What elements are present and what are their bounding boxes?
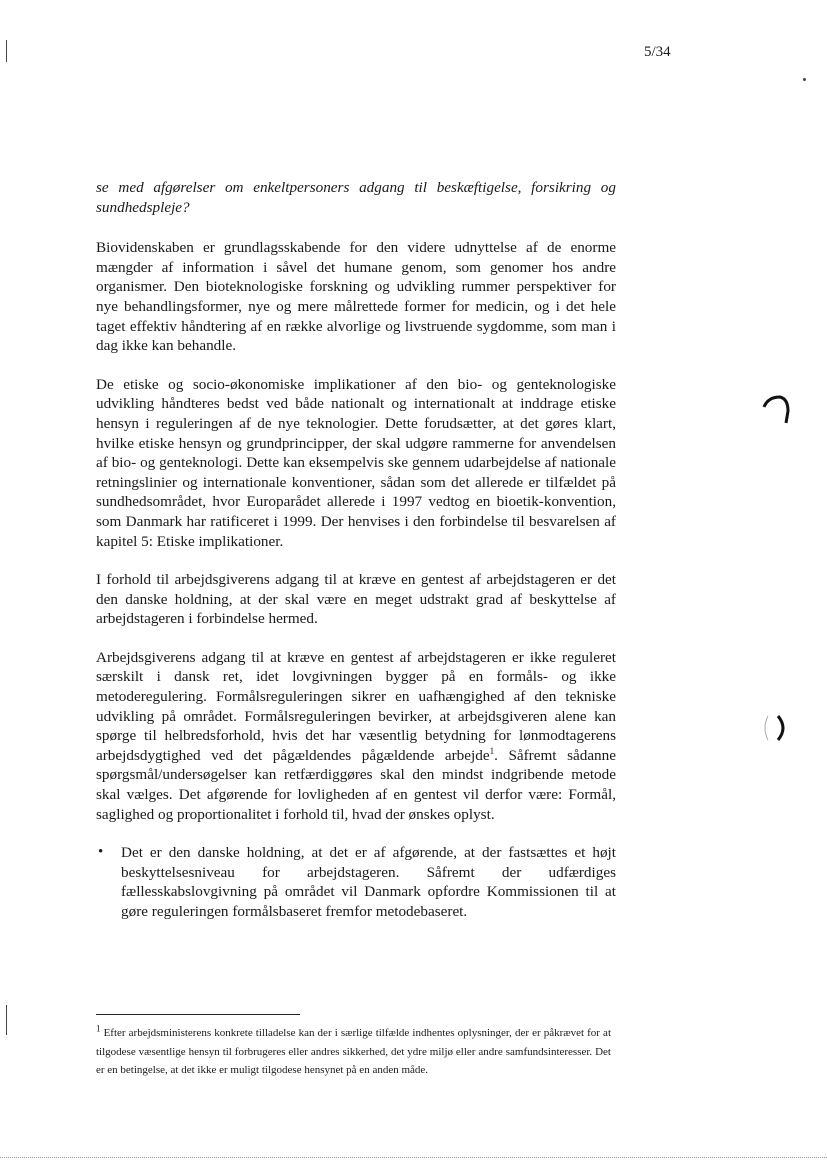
scan-bottom-edge [0,1157,827,1158]
paragraph-4-text-a: Arbejdsgiverens adgang til at kræve en gentest af arbejdstageren er ikke reguleret særskilt i dansk ret, idet lovgivningen bygger på en formåls- og ikke metoderegulering. Formålsreguleringen sikrer en uafhængighed af den tekniske udvikling på området. Formålsreguleringen bevirker, at arbejdsgiveren alene kan spørge til helbredsforhold, hvis det har væsentlig betydning for lønmodtagerens arbejdsdygtighed ved det pågældendes pågældende arbejde [96,648,616,764]
question-continuation: se med afgørelser om enkeltpersoners adgang til beskæftigelse, forsikring og sundhedspleje? [96,179,616,216]
bullet-icon: • [98,844,104,861]
bullet-text: Det er den danske holdning, at det er af afgørende, at der fastsættes et højt beskyttelsesniveau for arbejdstageren. Såfremt der udfærdiges fællesskabslovgivning på området vil Danmark opfordre Kommissionen til at gøre reguleringen formålsbaseret fremfor metodebaseret. [121,844,616,920]
paragraph-2: De etiske og socio-økonomiske implikationer af den bio- og genteknologiske udvikling håndteres bedst ved både nationalt og internationalt at inddrage etiske hensyn i reguleringen af de nye teknologier. Dette forudsætter, at det gøres klart, hvilke etiske hensyn og grundprincipper, der skal udgøre rammerne for anvendelsen af bio- og genteknologi. Dette kan eksempelvis ske gennem udarbejdelse af nationale retningslinier og internationale konventioner, sådan som det allerede er tilfældet på sundhedsområdet, hvor Europarådet allerede i 1997 vedtog en bioetik-konvention, som Danmark har ratificeret i 1999. Der henvises i den forbindelse til besvarelsen af kapitel 5: Etiske implikationer. [96,375,616,550]
document-body [96,178,616,922]
paragraph-1: Biovidenskaben er grundlagsskabende for den videre udnyttelse af de enorme mængder af information i såvel det humane genom, som genomer hos andre organismer. Den bioteknologiske forskning og udvikling rummer perspektiver for nye behandlingsformer, nye og mere målrettede former for medicin, og i det hele taget effektiv håndtering af en række alvorlige og livstruende sygdomme, som man i dag ikke kan behandle. [96,239,616,355]
punch-hole-mark-top [760,393,792,429]
bullet-list [96,843,616,921]
paragraph-4-text-b: . Såfremt sådanne spørgsmål/undersøgelser kan retfærdiggøres skal den mindst indgribende metode skal vælges. Det afgørende for lovligheden af en gentest vil derfor være: Formål, saglighed og proportionalitet i forhold til, hvad der ønskes oplyst. [96,746,616,823]
footnote [96,1024,611,1080]
scan-margin-line [6,40,7,62]
footnote-separator [96,1014,300,1015]
footnote-reference[interactable]: 1 [489,745,495,756]
scan-margin-line [6,1005,7,1035]
footnote-text: Efter arbejdsministerens konkrete tilladelse kan der i særlige tilfælde indhentes oplysninger, der er påkrævet for at tilgodese væsentlige hensyn til forbrugeres eller andres sikkerhed, det ydre miljø eller andre samfundsinteresser. Det er en betingelse, at det ikke er muligt tilgodese hensynet på en anden måde. [96,1027,611,1076]
list-item [96,843,616,921]
paragraph-4 [96,648,616,824]
footnote-marker: 1 [96,1023,101,1034]
page-number: 5/34 [644,44,671,60]
scan-dot [803,78,806,81]
paragraph-3: I forhold til arbejdsgiverens adgang til at kræve en gentest af arbejdstageren er det den danske holdning, at der skal være en meget udstrakt grad af beskyttelse af arbejdstageren i forbindelse hermed. [96,571,616,628]
punch-hole-mark-bottom [760,710,792,746]
